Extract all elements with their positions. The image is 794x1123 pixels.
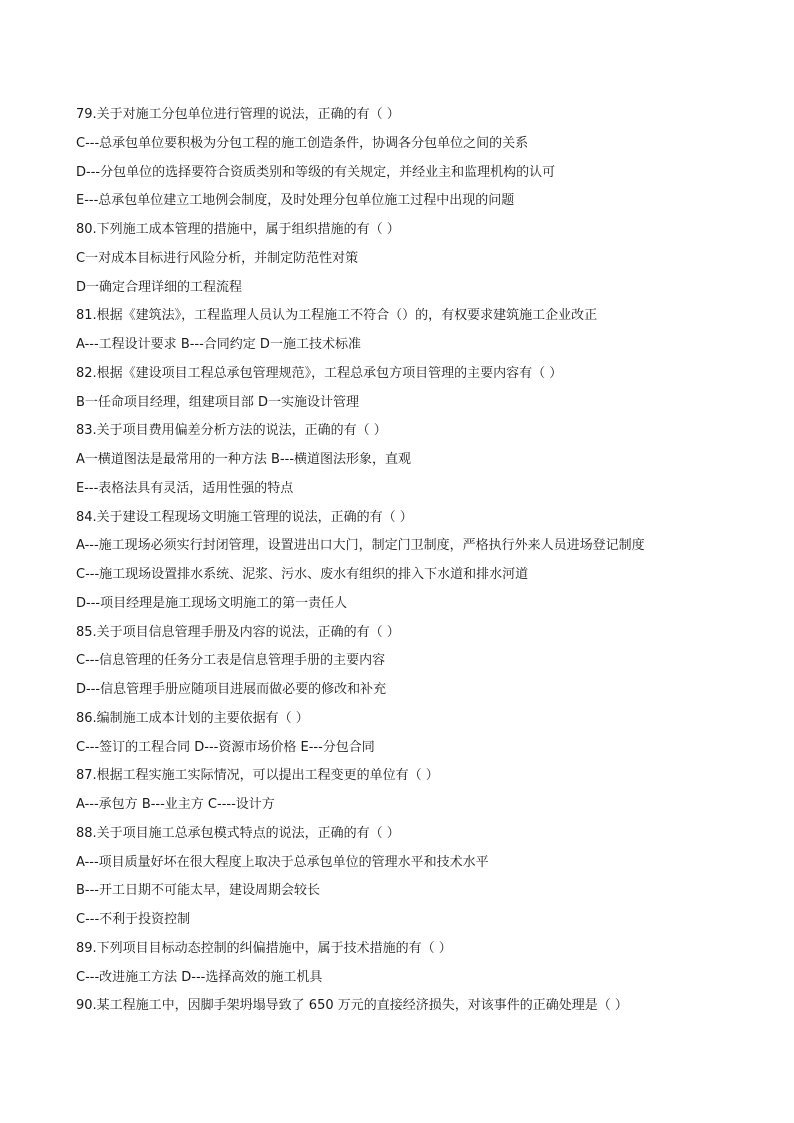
answer-option: C---施工现场设置排水系统、泥浆、污水、废水有组织的排入下水道和排水河道 (76, 567, 529, 582)
answer-option: A一横道图法是最常用的一种方法 B---横道图法形象，直观 (76, 452, 412, 467)
answer-option: C---不利于投资控制 (76, 912, 191, 927)
question-89: 89.下列项目目标动态控制的纠偏措施中，属于技术措施的有（ ） (76, 941, 452, 956)
answer-option: C---信息管理的任务分工表是信息管理手册的主要内容 (76, 653, 386, 668)
answer-option: D---项目经理是施工现场文明施工的第一责任人 (76, 596, 348, 611)
answer-option: B---开工日期不可能太早，建设周期会较长 (76, 883, 320, 898)
question-81: 81.根据《建筑法》，工程监理人员认为工程施工不符合（）的，有权要求建筑施工企业改正 (76, 308, 598, 323)
question-82: 82.根据《建设项目工程总承包管理规范》，工程总承包方项目管理的主要内容有（ ） (76, 366, 563, 381)
question-83: 83.关于项目费用偏差分析方法的说法，正确的有（ ） (76, 423, 387, 438)
answer-option: E---表格法具有灵活，适用性强的特点 (76, 481, 294, 496)
question-90: 90.某工程施工中，因脚手架坍塌导致了 650 万元的直接经济损失，对该事件的正确处理是（ ） (76, 998, 628, 1013)
question-80: 80.下列施工成本管理的措施中，属于组织措施的有（ ） (76, 222, 400, 237)
answer-option: D---信息管理手册应随项目进展而做必要的修改和补充 (76, 682, 387, 697)
answer-option: A---承包方 B---业主方 C----设计方 (76, 797, 275, 812)
question-84: 84.关于建设工程现场文明施工管理的说法，正确的有（ ） (76, 510, 413, 525)
question-79: 79.关于对施工分包单位进行管理的说法，正确的有（ ） (76, 107, 400, 122)
question-88: 88.关于项目施工总承包模式特点的说法，正确的有（ ） (76, 826, 400, 841)
answer-option: D一确定合理详细的工程流程 (76, 280, 243, 295)
answer-option: E---总承包单位建立工地例会制度，及时处理分包单位施工过程中出现的问题 (76, 193, 515, 208)
question-85: 85.关于项目信息管理手册及内容的说法，正确的有（ ） (76, 625, 400, 640)
answer-option: A---施工现场必须实行封闭管理，设置进出口大门，制定门卫制度，严格执行外来人员进场登记制度 (76, 538, 645, 553)
answer-option: C一对成本目标进行风险分析，并制定防范性对策 (76, 251, 359, 266)
answer-option: C---签订的工程合同 D---资源市场价格 E---分包合同 (76, 740, 375, 755)
answer-option: A---工程设计要求 B---合同约定 D一施工技术标准 (76, 337, 361, 352)
question-87: 87.根据工程实施工实际情况，可以提出工程变更的单位有（ ） (76, 768, 439, 783)
answer-option: D---分包单位的选择要符合资质类别和等级的有关规定，并经业主和监理机构的认可 (76, 165, 556, 180)
answer-option: C---总承包单位要积极为分包工程的施工创造条件，协调各分包单位之间的关系 (76, 136, 529, 151)
answer-option: B一任命项目经理，组建项目部 D一实施设计管理 (76, 395, 360, 410)
answer-option: C---改进施工方法 D---选择高效的施工机具 (76, 970, 323, 985)
answer-option: A---项目质量好坏在很大程度上取决于总承包单位的管理水平和技术水平 (76, 855, 489, 870)
question-86: 86.编制施工成本计划的主要依据有（ ） (76, 711, 309, 726)
